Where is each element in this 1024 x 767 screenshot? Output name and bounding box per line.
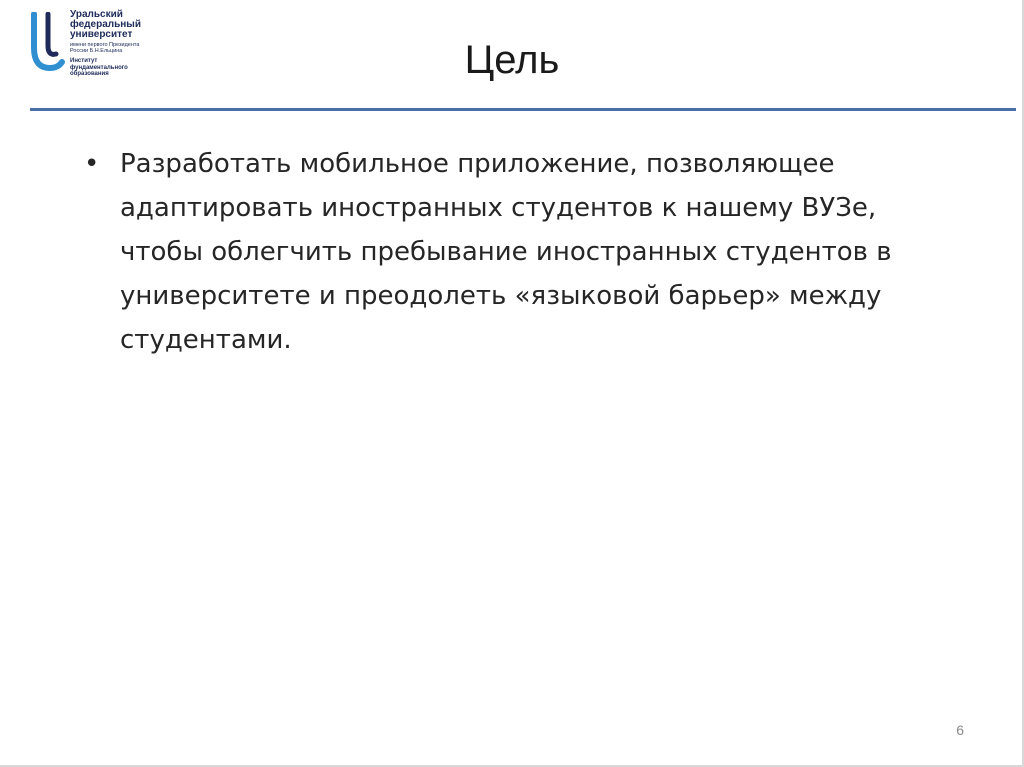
page-number: 6 (956, 722, 964, 738)
logo-subtitle: имени первого Президента России Б.Н.Ельцина (70, 42, 140, 54)
slide-body (84, 142, 934, 362)
title-divider (30, 108, 1016, 111)
slide-title: Цель (464, 38, 560, 82)
logo-institute: Институт фундаментального образования (70, 58, 128, 77)
bullet-item (84, 142, 934, 362)
bullet-text: Разработать мобильное приложение, позволяющее адаптировать иностранных студентов к нашему ВУЗе, чтобы облегчить пребывание иностранных студентов в университете и преодолеть «языковой барьер» между студентами. (120, 149, 892, 355)
logo-university-name: Уральский федеральный университет (70, 9, 141, 40)
bullet-marker: • (84, 149, 100, 179)
